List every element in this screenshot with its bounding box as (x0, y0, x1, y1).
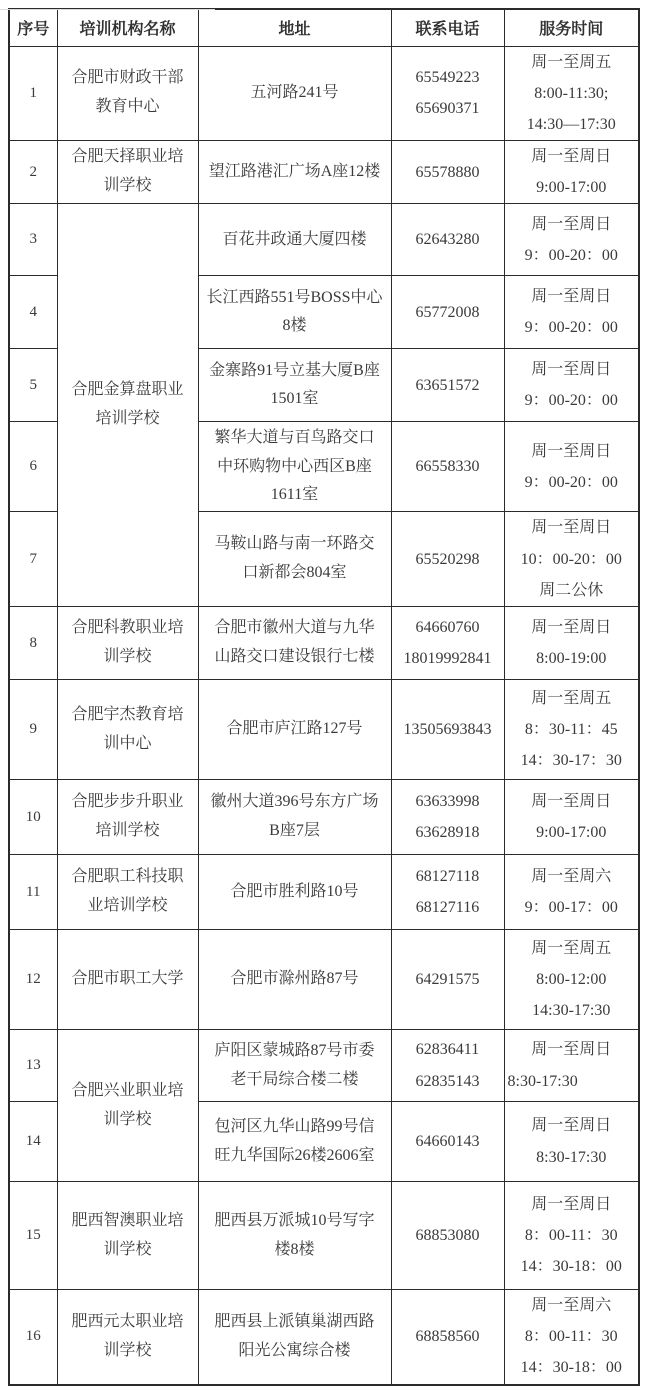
row-number: 12 (9, 930, 57, 1030)
address-line: 旺九华国际26楼2606室 (214, 1146, 375, 1164)
hours-line: 14：30-18：00 (520, 1359, 622, 1377)
address-line: 合肥市徽州大道与九华 (214, 619, 375, 637)
service-hours (504, 141, 639, 204)
row-number: 11 (9, 855, 57, 930)
phone-cell (391, 855, 504, 930)
phone-number: 64660143 (415, 1132, 480, 1150)
hours-line: 8：00-11：30 (524, 1226, 618, 1244)
institution-name-line: 训中心 (103, 734, 152, 752)
address (198, 855, 391, 930)
table-row (9, 46, 639, 141)
address (198, 1030, 391, 1102)
hours-line: 9:00-17:00 (536, 824, 607, 841)
hours-line: 8:00-19:00 (536, 650, 607, 667)
phone-cell (391, 422, 504, 512)
hours-line: 周一至周日 (531, 792, 612, 810)
institution-name-line: 培训学校 (95, 822, 160, 839)
address-line: 阳光公寓综合楼 (238, 1341, 351, 1359)
table-row (9, 780, 639, 855)
phone-cell (391, 607, 504, 680)
institution-name (57, 46, 198, 141)
institution-name (57, 780, 198, 855)
address-line: 1501室 (270, 390, 319, 408)
phone-cell (391, 1102, 504, 1182)
phone-number: 65549223 (415, 69, 480, 87)
address (198, 1102, 391, 1182)
hours-line: 9：00-20：00 (524, 473, 618, 491)
table-row (9, 1030, 639, 1102)
address-line: 马鞍山路与南一环路交 (214, 535, 375, 553)
column-header-phone: 联系电话 (391, 9, 504, 46)
phone-number: 63651572 (415, 376, 480, 394)
service-hours (504, 1102, 639, 1182)
hours-line: 14：30-17：30 (520, 752, 622, 770)
institution-name-line: 合肥科教职业培 (71, 619, 184, 637)
service-hours (504, 780, 639, 855)
address (198, 349, 391, 422)
phone-number: 68853080 (415, 1226, 480, 1244)
hours-line: 8:00-12:00 (536, 970, 607, 988)
address-line: 包河区九华山路99号信 (214, 1117, 375, 1135)
page-artifact-line (0, 9, 215, 10)
address (198, 422, 391, 512)
hours-line: 8：00-11：30 (524, 1328, 618, 1346)
service-hours (504, 349, 639, 422)
hours-line: 8:30-17:30 (507, 1072, 578, 1090)
address-line: 老干局综合楼二楼 (230, 1070, 359, 1088)
address-line: 长江西路551号BOSS中心 (206, 288, 383, 306)
hours-line: 周一至周五 (531, 939, 612, 957)
row-number: 13 (9, 1030, 57, 1102)
institution-name-line: 训学校 (103, 1240, 152, 1258)
address-line: 楼8楼 (274, 1240, 315, 1258)
phone-number: 13505693843 (403, 720, 492, 738)
phone-number: 68127118 (415, 867, 480, 885)
address-line: 合肥市滁州路87号 (230, 970, 359, 988)
column-header-address: 地址 (198, 9, 391, 46)
hours-line: 8:30-17:30 (536, 1148, 607, 1166)
hours-line: 周二公休 (539, 581, 604, 599)
address (198, 1290, 391, 1385)
service-hours (504, 680, 639, 780)
hours-line: 14:30—17:30 (526, 115, 616, 133)
institution-name-line: 训学校 (103, 1110, 152, 1128)
institution-name-line: 训学校 (103, 648, 152, 665)
address-line: 望江路港汇广场A座12楼 (208, 162, 381, 180)
institution-name-line: 合肥金算盘职业 (71, 381, 184, 399)
phone-cell (391, 46, 504, 141)
phone-number: 65772008 (415, 303, 480, 321)
row-number: 3 (9, 204, 57, 276)
address-line: 8楼 (282, 317, 307, 335)
table-row (9, 855, 639, 930)
phone-number: 18019992841 (403, 650, 492, 667)
institution-name (57, 1182, 198, 1290)
address (198, 512, 391, 607)
hours-line: 周一至周日 (531, 1041, 612, 1059)
row-number: 8 (9, 607, 57, 680)
institution-name-line: 肥西元太职业培 (71, 1312, 184, 1330)
row-number: 10 (9, 780, 57, 855)
phone-number: 63633998 (415, 792, 480, 810)
training-institutions-table (8, 8, 640, 1386)
phone-cell (391, 1182, 504, 1290)
phone-number: 62836411 (415, 1041, 480, 1059)
institution-name-line: 合肥兴业职业培 (71, 1081, 184, 1099)
address-line: 徽州大道396号东方广场 (210, 793, 379, 811)
phone-cell (391, 512, 504, 607)
institution-name-line: 教育中心 (95, 98, 160, 116)
service-hours (504, 855, 639, 930)
row-number: 5 (9, 349, 57, 422)
address-line: 庐阳区蒙城路87号市委 (214, 1041, 375, 1059)
address (198, 46, 391, 141)
phone-number: 65690371 (415, 100, 480, 118)
table-row (9, 204, 639, 276)
service-hours (504, 1030, 639, 1102)
row-number: 1 (9, 46, 57, 141)
hours-line: 周一至周五 (531, 53, 612, 71)
hours-line: 9:00-17:00 (536, 179, 607, 197)
row-number: 14 (9, 1102, 57, 1182)
hours-line: 14:30-17:30 (532, 1002, 611, 1020)
phone-cell (391, 930, 504, 1030)
column-header-no: 序号 (9, 9, 57, 46)
institution-name (57, 1290, 198, 1385)
institution-name-line: 合肥天择职业培 (71, 148, 184, 166)
hours-line: 周一至周日 (531, 1195, 612, 1213)
service-hours (504, 607, 639, 680)
address-line: 1611室 (270, 486, 319, 504)
service-hours (504, 46, 639, 141)
address-line: 五河路241号 (250, 83, 339, 101)
phone-number: 65578880 (415, 163, 480, 181)
phone-cell (391, 1030, 504, 1102)
phone-number: 62835143 (415, 1072, 480, 1090)
institution-name-line: 合肥步步升职业 (71, 793, 184, 811)
hours-line: 周一至周六 (531, 1297, 612, 1314)
hours-line: 8:00-11:30; (534, 84, 609, 102)
hours-line: 周一至周日 (531, 148, 612, 166)
hours-line: 周一至周六 (531, 867, 612, 885)
institution-name-line: 培训学校 (95, 410, 160, 428)
service-hours (504, 276, 639, 349)
address (198, 680, 391, 780)
hours-line: 10：00-20：00 (520, 550, 622, 568)
address (198, 1182, 391, 1290)
row-number: 2 (9, 141, 57, 204)
address-line: 百花井政通大厦四楼 (222, 230, 367, 248)
row-number: 16 (9, 1290, 57, 1385)
table-header-row (9, 9, 639, 46)
phone-cell (391, 204, 504, 276)
phone-number: 64660760 (415, 618, 480, 636)
phone-cell (391, 349, 504, 422)
row-number: 7 (9, 512, 57, 607)
phone-cell (391, 1290, 504, 1385)
hours-line: 8：30-11：45 (524, 720, 618, 738)
address-line: B座7层 (269, 822, 320, 839)
hours-line: 9：00-17：00 (524, 899, 618, 916)
row-number: 6 (9, 422, 57, 512)
hours-line: 9：00-20：00 (524, 319, 618, 337)
address (198, 204, 391, 276)
institution-name-line: 合肥职工科技职 (71, 868, 184, 886)
table-row (9, 930, 639, 1030)
table-row (9, 1290, 639, 1385)
row-number: 9 (9, 680, 57, 780)
institution-name (57, 930, 198, 1030)
institution-name (57, 1030, 198, 1182)
hours-line: 周一至周日 (531, 618, 612, 636)
institution-name-line: 合肥市职工大学 (71, 970, 184, 988)
hours-line: 9：00-20：00 (524, 246, 618, 264)
address-line: 中环购物中心西区B座 (217, 457, 372, 475)
table-row (9, 1182, 639, 1290)
address (198, 607, 391, 680)
address (198, 141, 391, 204)
service-hours (504, 204, 639, 276)
hours-line: 周一至周日 (531, 1117, 612, 1135)
hours-line: 周一至周日 (531, 288, 612, 306)
institution-name-line: 训学校 (103, 177, 152, 195)
hours-line: 周一至周日 (531, 361, 612, 379)
service-hours (504, 1290, 639, 1385)
phone-cell (391, 141, 504, 204)
service-hours (504, 512, 639, 607)
phone-number: 65520298 (415, 550, 480, 568)
phone-cell (391, 780, 504, 855)
institution-name (57, 204, 198, 607)
address-line: 口新都会804室 (242, 564, 347, 582)
column-header-hours: 服务时间 (504, 9, 639, 46)
phone-number: 68858560 (415, 1328, 480, 1346)
row-number: 4 (9, 276, 57, 349)
institution-name-line: 合肥市财政干部 (71, 69, 184, 87)
hours-line: 周一至周日 (531, 519, 612, 537)
service-hours (504, 930, 639, 1030)
phone-cell (391, 680, 504, 780)
address-line: 金寨路91号立基大厦B座 (209, 361, 380, 379)
phone-number: 63628918 (415, 824, 480, 841)
address (198, 780, 391, 855)
hours-line: 9：00-20：00 (524, 392, 618, 410)
phone-number: 66558330 (415, 458, 480, 476)
phone-number: 64291575 (415, 970, 480, 988)
phone-number: 68127116 (415, 899, 480, 916)
table-row (9, 607, 639, 680)
table-row (9, 680, 639, 780)
table-row (9, 141, 639, 204)
hours-line: 周一至周日 (531, 442, 612, 460)
institution-name-line: 业培训学校 (87, 897, 168, 914)
phone-cell (391, 276, 504, 349)
phone-number: 62643280 (415, 231, 480, 249)
address-line: 合肥市庐江路127号 (226, 720, 363, 738)
institution-name (57, 607, 198, 680)
service-hours (504, 422, 639, 512)
address-line: 肥西县万派城10号写字 (214, 1211, 375, 1229)
institution-name-line: 肥西智澳职业培 (71, 1211, 184, 1229)
hours-line: 14：30-18：00 (520, 1258, 622, 1276)
column-header-name: 培训机构名称 (57, 9, 198, 46)
service-hours (504, 1182, 639, 1290)
institution-name-line: 合肥宇杰教育培 (71, 705, 184, 723)
address-line: 肥西县上派镇巢湖西路 (214, 1312, 375, 1330)
institution-name (57, 141, 198, 204)
address (198, 930, 391, 1030)
institution-name (57, 855, 198, 930)
hours-line: 周一至周五 (531, 689, 612, 707)
address-line: 合肥市胜利路10号 (230, 882, 359, 900)
institution-name-line: 训学校 (103, 1341, 152, 1359)
institution-name (57, 680, 198, 780)
address-line: 繁华大道与百鸟路交口 (214, 428, 375, 446)
address (198, 276, 391, 349)
row-number: 15 (9, 1182, 57, 1290)
address-line: 山路交口建设银行七楼 (214, 648, 375, 665)
hours-line: 周一至周日 (531, 215, 612, 233)
